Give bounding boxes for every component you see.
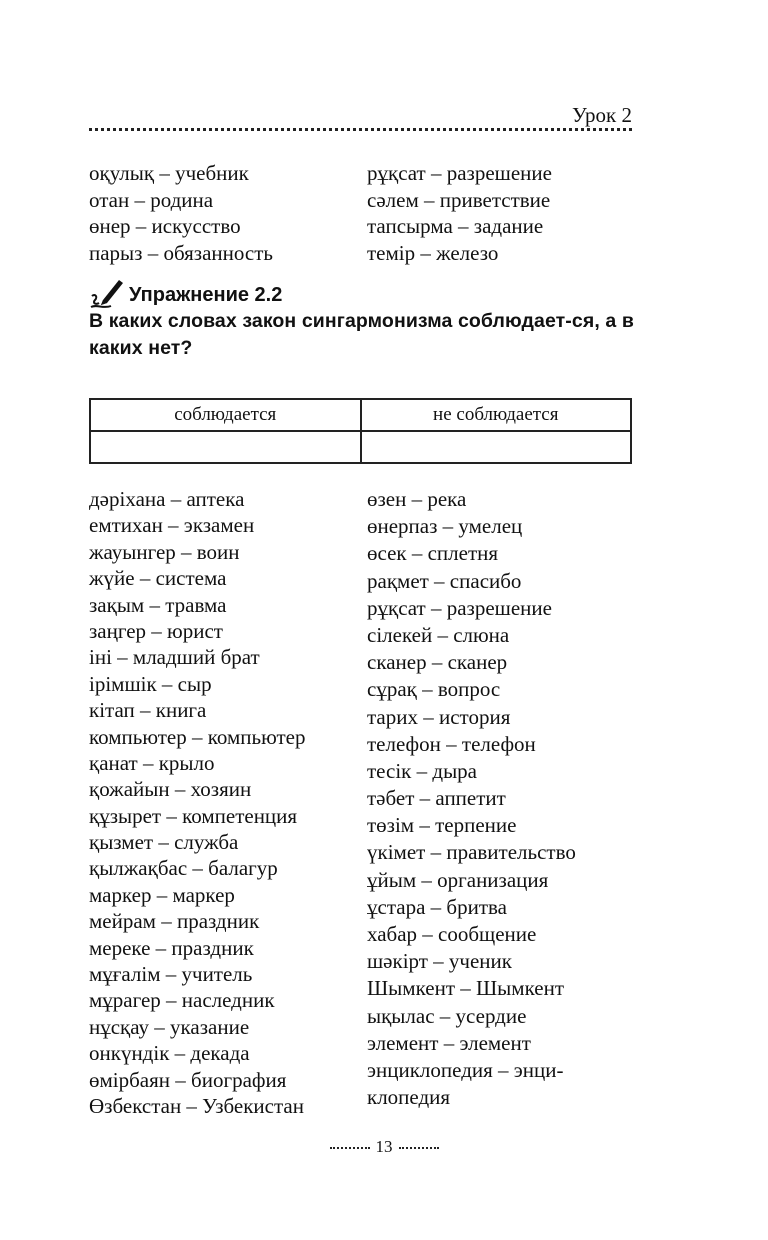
table-cell-not-observed xyxy=(361,431,632,463)
vocab-entry: мереке – праздник xyxy=(89,935,254,960)
vocab-entry: энциклопедия – энци- xyxy=(367,1057,564,1082)
vocab-entry: өмірбаян – биография xyxy=(89,1067,287,1092)
table-header-observed: соблюдается xyxy=(90,399,361,431)
exercise-title: Упражнение 2.2 xyxy=(129,284,283,306)
vocab-entry: емтихан – экзамен xyxy=(89,513,255,538)
vocab-entry: Өзбекстан – Узбекистан xyxy=(89,1093,304,1118)
vocab-entry: мұрагер – наследник xyxy=(89,988,275,1013)
vocab-entry: қожайын – хозяин xyxy=(89,777,252,802)
vocab-entry: кітап – книга xyxy=(89,698,207,723)
vocab-entry: қанат – крыло xyxy=(89,750,215,775)
vocab-entry: тапсырма – задание xyxy=(367,214,544,238)
footer-dots-right xyxy=(399,1147,439,1149)
vocab-entry: сәлем – приветствие xyxy=(367,187,551,212)
vocab-entry: тарих – история xyxy=(367,704,511,729)
vocab-entry: маркер – маркер xyxy=(89,882,235,907)
table-cell-observed xyxy=(90,431,361,463)
vocab-entry: тесік – дыра xyxy=(367,758,477,783)
sorting-table xyxy=(89,398,632,464)
vocab-entry: парыз – обязанность xyxy=(89,240,273,265)
vocab-entry: зақым – травма xyxy=(89,592,227,617)
vocab-entry: телефон – телефон xyxy=(367,731,536,756)
vocab-entry: қызмет – служба xyxy=(89,830,239,855)
vocab-entry: нұсқау – указание xyxy=(89,1014,250,1039)
vocab-entry: тәбет – аппетит xyxy=(367,786,506,811)
vocab-top-right-column xyxy=(367,160,552,266)
table-header-not-observed: не соблюдается xyxy=(361,399,632,431)
footer-dots-left xyxy=(330,1147,370,1149)
vocab-entry: құзырет – компетенция xyxy=(89,803,298,828)
vocab-entry: үкімет – правительство xyxy=(367,840,576,865)
vocab-entry: сұрақ – вопрос xyxy=(367,677,501,702)
exercise-question: В каких словах закон сингармонизма соблюдает-ся, а в каких нет? xyxy=(89,310,634,359)
vocab-entry: элемент – элемент xyxy=(367,1030,531,1055)
vocab-entry: отан – родина xyxy=(89,187,214,212)
vocab-entry: өсек – сплетня xyxy=(367,541,499,566)
vocab-entry: іні – младший брат xyxy=(89,645,260,670)
header-dotted-rule xyxy=(89,128,632,131)
lesson-header: Урок 2 xyxy=(572,103,632,127)
page-number: 13 xyxy=(375,1137,393,1156)
vocab-bottom-right-column xyxy=(367,486,576,1111)
vocab-entry: төзім – терпение xyxy=(367,813,517,838)
vocab-entry: ұйым – организация xyxy=(367,867,549,892)
vocab-entry: заңгер – юрист xyxy=(89,618,223,643)
vocab-top-left-column xyxy=(89,160,273,266)
vocab-entry: қылжақбас – балагур xyxy=(89,856,278,881)
vocab-entry: шәкірт – ученик xyxy=(367,949,512,974)
vocab-entry: темір – железо xyxy=(367,240,499,265)
vocab-entry: жауынгер – воин xyxy=(89,539,240,564)
vocab-entry: онкүндік – декада xyxy=(89,1041,250,1066)
vocab-entry: рақмет – спасибо xyxy=(367,568,522,593)
vocab-bottom-left-column xyxy=(89,486,306,1119)
vocab-entry: ұстара – бритва xyxy=(367,894,507,919)
vocab-entry: дәріхана – аптека xyxy=(89,487,245,511)
vocab-entry: сканер – сканер xyxy=(367,650,508,675)
vocab-entry: жүйе – система xyxy=(89,566,227,591)
vocab-entry: рұқсат – разрешение xyxy=(367,595,552,620)
pencil-icon xyxy=(89,276,125,315)
vocab-entry: оқулық – учебник xyxy=(89,161,249,185)
vocab-entry: клопедия xyxy=(367,1085,451,1110)
vocab-entry: ірімшік – сыр xyxy=(89,671,212,696)
vocab-entry: өнер – искусство xyxy=(89,214,241,238)
vocab-entry: компьютер – компьютер xyxy=(89,724,306,749)
vocab-entry: хабар – сообщение xyxy=(367,922,537,946)
vocab-entry: мұғалім – учитель xyxy=(89,962,253,987)
vocab-entry: ықылас – усердие xyxy=(367,1003,527,1028)
vocab-entry: сілекей – слюна xyxy=(367,622,510,647)
vocab-entry: рұқсат – разрешение xyxy=(367,161,552,185)
exercise-block xyxy=(89,282,649,362)
vocab-entry: Шымкент – Шымкент xyxy=(367,976,564,1001)
page-footer xyxy=(0,1136,768,1158)
vocab-entry: өзен – река xyxy=(367,487,467,511)
vocab-entry: мейрам – праздник xyxy=(89,909,260,934)
vocab-entry: өнерпаз – умелец xyxy=(367,514,523,539)
